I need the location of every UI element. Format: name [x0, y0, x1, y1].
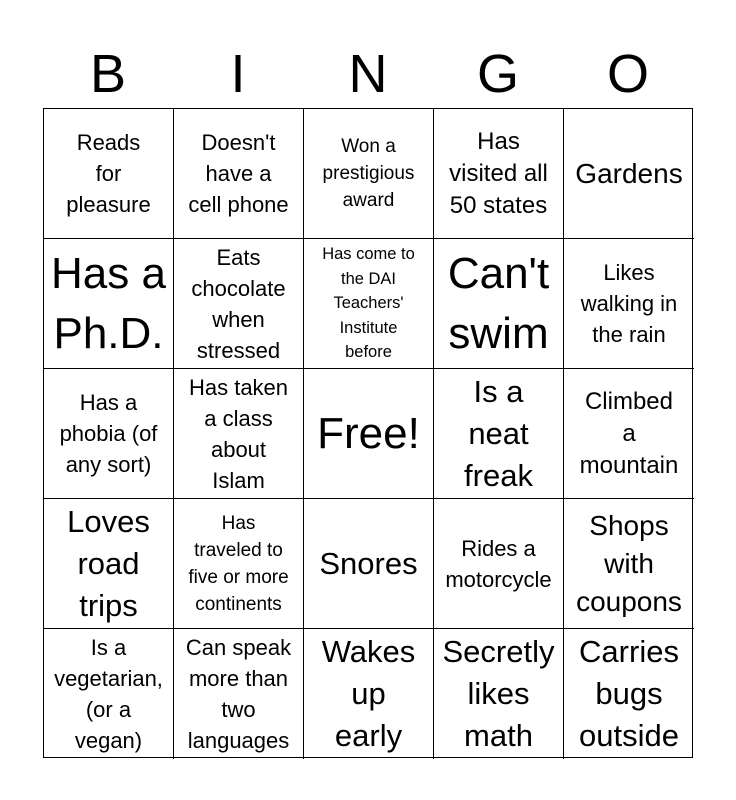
bingo-cell[interactable] — [174, 239, 304, 369]
bingo-cell-label: Reads for pleasure — [66, 130, 151, 217]
bingo-cell-label: Doesn't have a cell phone — [188, 130, 289, 217]
bingo-cell-label: Has a phobia (of any sort) — [59, 390, 158, 477]
bingo-cell[interactable] — [564, 109, 694, 239]
bingo-cell-label: Has come to the DAI Teachers' Institute before — [322, 245, 415, 362]
bingo-cell[interactable] — [44, 109, 174, 239]
bingo-cell-label: Shops with coupons — [576, 509, 682, 617]
bingo-cell-label: Is a neat freak — [464, 373, 533, 493]
bingo-cell-label: Has visited all 50 states — [449, 127, 548, 219]
bingo-cell-label: Rides a motorcycle — [445, 535, 552, 592]
bingo-cell[interactable] — [44, 499, 174, 629]
bingo-cell[interactable] — [304, 499, 434, 629]
bingo-cell-label: Can speak more than two languages — [185, 635, 292, 753]
bingo-cell[interactable] — [434, 629, 564, 759]
bingo-cell[interactable] — [44, 369, 174, 499]
bingo-cell-label: Secretly likes math — [442, 634, 555, 753]
header-letter-g: G — [476, 44, 519, 104]
bingo-cell[interactable] — [434, 369, 564, 499]
bingo-cell[interactable] — [44, 629, 174, 759]
bingo-cell-label: Carries bugs outside — [579, 634, 679, 753]
bingo-cell-label: Has traveled to five or more continents — [188, 512, 289, 615]
bingo-cell-label: Climbed a mountain — [579, 387, 679, 479]
bingo-cell[interactable] — [434, 239, 564, 369]
bingo-cell-label: Has taken a class about Islam — [188, 374, 289, 493]
bingo-cell[interactable] — [174, 499, 304, 629]
bingo-cell[interactable] — [304, 239, 434, 369]
bingo-header — [43, 40, 693, 108]
bingo-cell[interactable] — [174, 369, 304, 499]
bingo-cell[interactable] — [434, 109, 564, 239]
bingo-cell[interactable] — [44, 239, 174, 369]
bingo-cell[interactable] — [304, 629, 434, 759]
bingo-cell-label: Won a prestigious award — [322, 136, 415, 211]
bingo-cell[interactable] — [434, 499, 564, 629]
bingo-cell[interactable] — [174, 109, 304, 239]
bingo-cell-label: Loves road trips — [67, 503, 150, 623]
bingo-cell-label: Can't swim — [447, 248, 550, 358]
bingo-cell-label: Snores — [319, 545, 418, 581]
bingo-cell[interactable] — [304, 109, 434, 239]
bingo-cell[interactable] — [564, 239, 694, 369]
bingo-cell-label: Has a Ph.D. — [51, 248, 166, 358]
bingo-cell-label: Gardens — [575, 157, 683, 189]
header-letter-b: B — [89, 44, 127, 104]
bingo-cell[interactable] — [174, 629, 304, 759]
bingo-cell[interactable] — [564, 499, 694, 629]
header-letter-i: I — [230, 44, 246, 104]
bingo-cell-label: Eats chocolate when stressed — [191, 244, 286, 363]
bingo-cell-label: Likes walking in the rain — [580, 260, 678, 347]
bingo-board — [43, 108, 693, 758]
free-space-cell[interactable] — [304, 369, 434, 499]
free-space-label: Free! — [317, 408, 420, 458]
bingo-cell[interactable] — [564, 629, 694, 759]
bingo-cell[interactable] — [564, 369, 694, 499]
header-letter-o: O — [606, 44, 649, 104]
bingo-cell-label: Wakes up early — [321, 634, 416, 753]
header-letter-n: N — [348, 44, 388, 104]
bingo-cell-label: Is a vegetarian, (or a vegan) — [54, 635, 163, 753]
